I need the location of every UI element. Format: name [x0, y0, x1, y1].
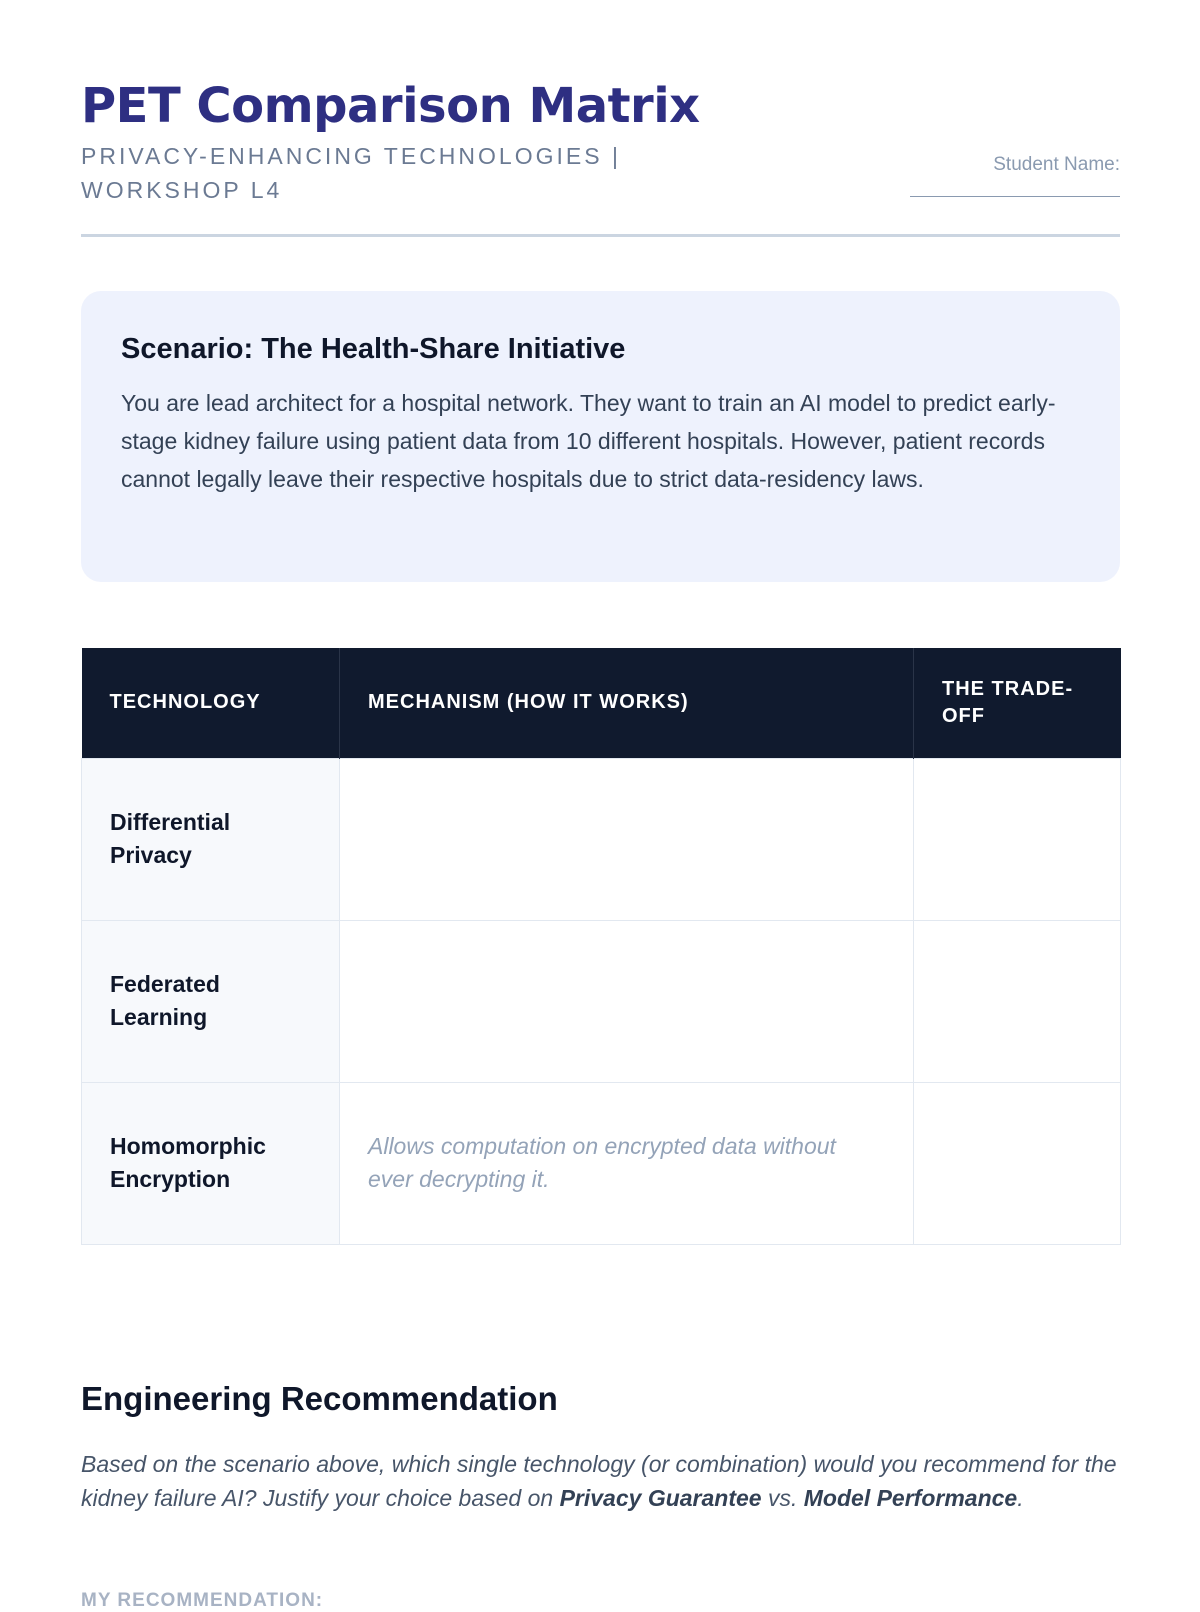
- scenario-box: [81, 291, 1120, 582]
- privacy-guarantee-term: Privacy Guarantee: [559, 1485, 762, 1511]
- tradeoff-cell[interactable]: [914, 920, 1121, 1082]
- student-name-line[interactable]: [910, 196, 1120, 197]
- recommendation-prompt: [81, 1447, 1120, 1515]
- tradeoff-cell[interactable]: [914, 758, 1121, 920]
- header-tradeoff: THE TRADE-OFF: [914, 648, 1121, 758]
- recommendation-prompt-start: Based on the scenario above, which single technology (or combination) would you recommend for the kidney failure AI? Justify your choice based on: [81, 1451, 1117, 1511]
- page-title: PET Comparison Matrix: [81, 78, 700, 134]
- table-header-row: [82, 648, 1121, 758]
- table-row: [82, 1082, 1121, 1244]
- scenario-title: Scenario: The Health-Share Initiative: [121, 333, 626, 365]
- header-technology: TECHNOLOGY: [82, 648, 340, 758]
- header-mechanism: MECHANISM (HOW IT WORKS): [340, 648, 914, 758]
- technology-cell: Differential Privacy: [82, 758, 340, 920]
- mechanism-cell[interactable]: [340, 758, 914, 920]
- worksheet-page: [81, 0, 1120, 1611]
- model-performance-term: Model Performance: [803, 1485, 1018, 1511]
- my-recommendation-label: MY RECOMMENDATION:: [81, 1590, 324, 1611]
- technology-cell: Homomorphic Encryption: [82, 1082, 340, 1244]
- recommendation-prompt-end: .: [1017, 1485, 1024, 1511]
- comparison-matrix: [81, 648, 1121, 1245]
- mechanism-cell[interactable]: Allows computation on encrypted data without ever decrypting it.: [340, 1082, 914, 1244]
- student-name-label: Student Name:: [993, 154, 1120, 175]
- recommendation-prompt-middle: vs.: [761, 1485, 804, 1511]
- table-row: [82, 920, 1121, 1082]
- table-row: [82, 758, 1121, 920]
- worksheet-header: [81, 0, 1120, 237]
- page-subtitle: PRIVACY-ENHANCING TECHNOLOGIES | WORKSHOP L4: [81, 143, 621, 203]
- scenario-text: You are lead architect for a hospital network. They want to train an AI model to predict early-stage kidney failure using patient data from 10 different hospitals. However, patient records cannot legally leave their respective hospitals due to strict data-residency laws.: [121, 390, 1056, 492]
- mechanism-cell[interactable]: [340, 920, 914, 1082]
- student-name-field[interactable]: [910, 154, 1120, 197]
- recommendation-title: Engineering Recommendation: [81, 1380, 558, 1417]
- tradeoff-cell[interactable]: [914, 1082, 1121, 1244]
- technology-cell: Federated Learning: [82, 920, 340, 1082]
